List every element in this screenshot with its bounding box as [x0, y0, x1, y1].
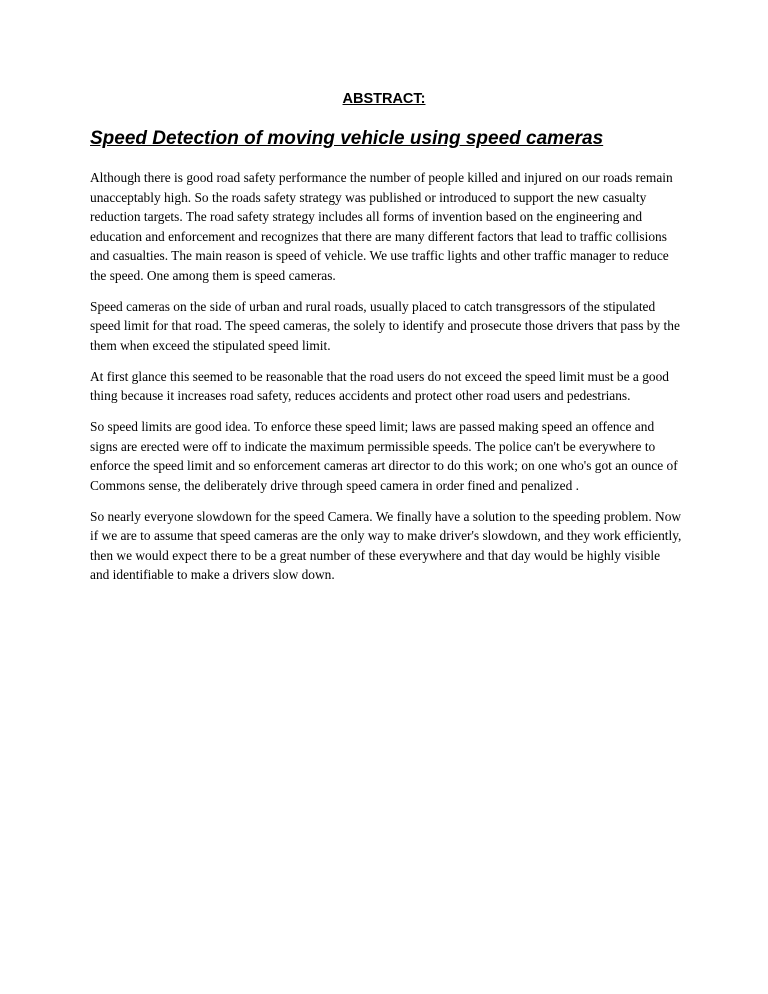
paragraph-2: Speed cameras on the side of urban and rural roads, usually placed to catch transgressors of the stipulated speed limit for that road. The speed cameras, the solely to identify and prosecute those drivers that pass by the them when exceed the stipulated speed limit.	[90, 298, 680, 353]
document-title: Speed Detection of moving vehicle using speed cameras	[90, 128, 604, 149]
paragraph-4: So speed limits are good idea. To enforce these speed limit; laws are passed making speed an offence and signs are erected were off to indicate the maximum permissible speeds. The police can't be everywhere to enforce the speed limit and so enforcement cameras art director to do this work; on one who's got an ounce of Commons sense, the deliberately drive through speed camera in order fined and penalized .	[90, 419, 678, 493]
abstract-body	[90, 168, 682, 596]
paragraph-3: At first glance this seemed to be reasonable that the road users do not exceed the speed limit must be a good thing because it increases road safety, reduces accidents and protect other road users and pedestrians.	[90, 368, 669, 403]
paragraph-5: So nearly everyone slowdown for the speed Camera. We finally have a solution to the speeding problem. Now if we are to assume that speed cameras are the only way to make driver's slowdown, and they work efficiently, then we would expect there to be a great number of these everywhere and that day would be highly visible and identifiable to make a drivers slow down.	[90, 508, 682, 582]
section-heading: ABSTRACT:	[342, 91, 426, 107]
paragraph-1: Although there is good road safety performance the number of people killed and injured on our roads remain unacceptably high. So the roads safety strategy was published or introduced to support the new casualty reduction targets. The road safety strategy includes all forms of invention based on the engineering and education and enforcement and recognizes that there are many different factors that lead to traffic collisions and casualties. The main reason is speed of vehicle. We use traffic lights and other traffic manager to reduce the speed. One among them is speed cameras.	[90, 170, 673, 283]
